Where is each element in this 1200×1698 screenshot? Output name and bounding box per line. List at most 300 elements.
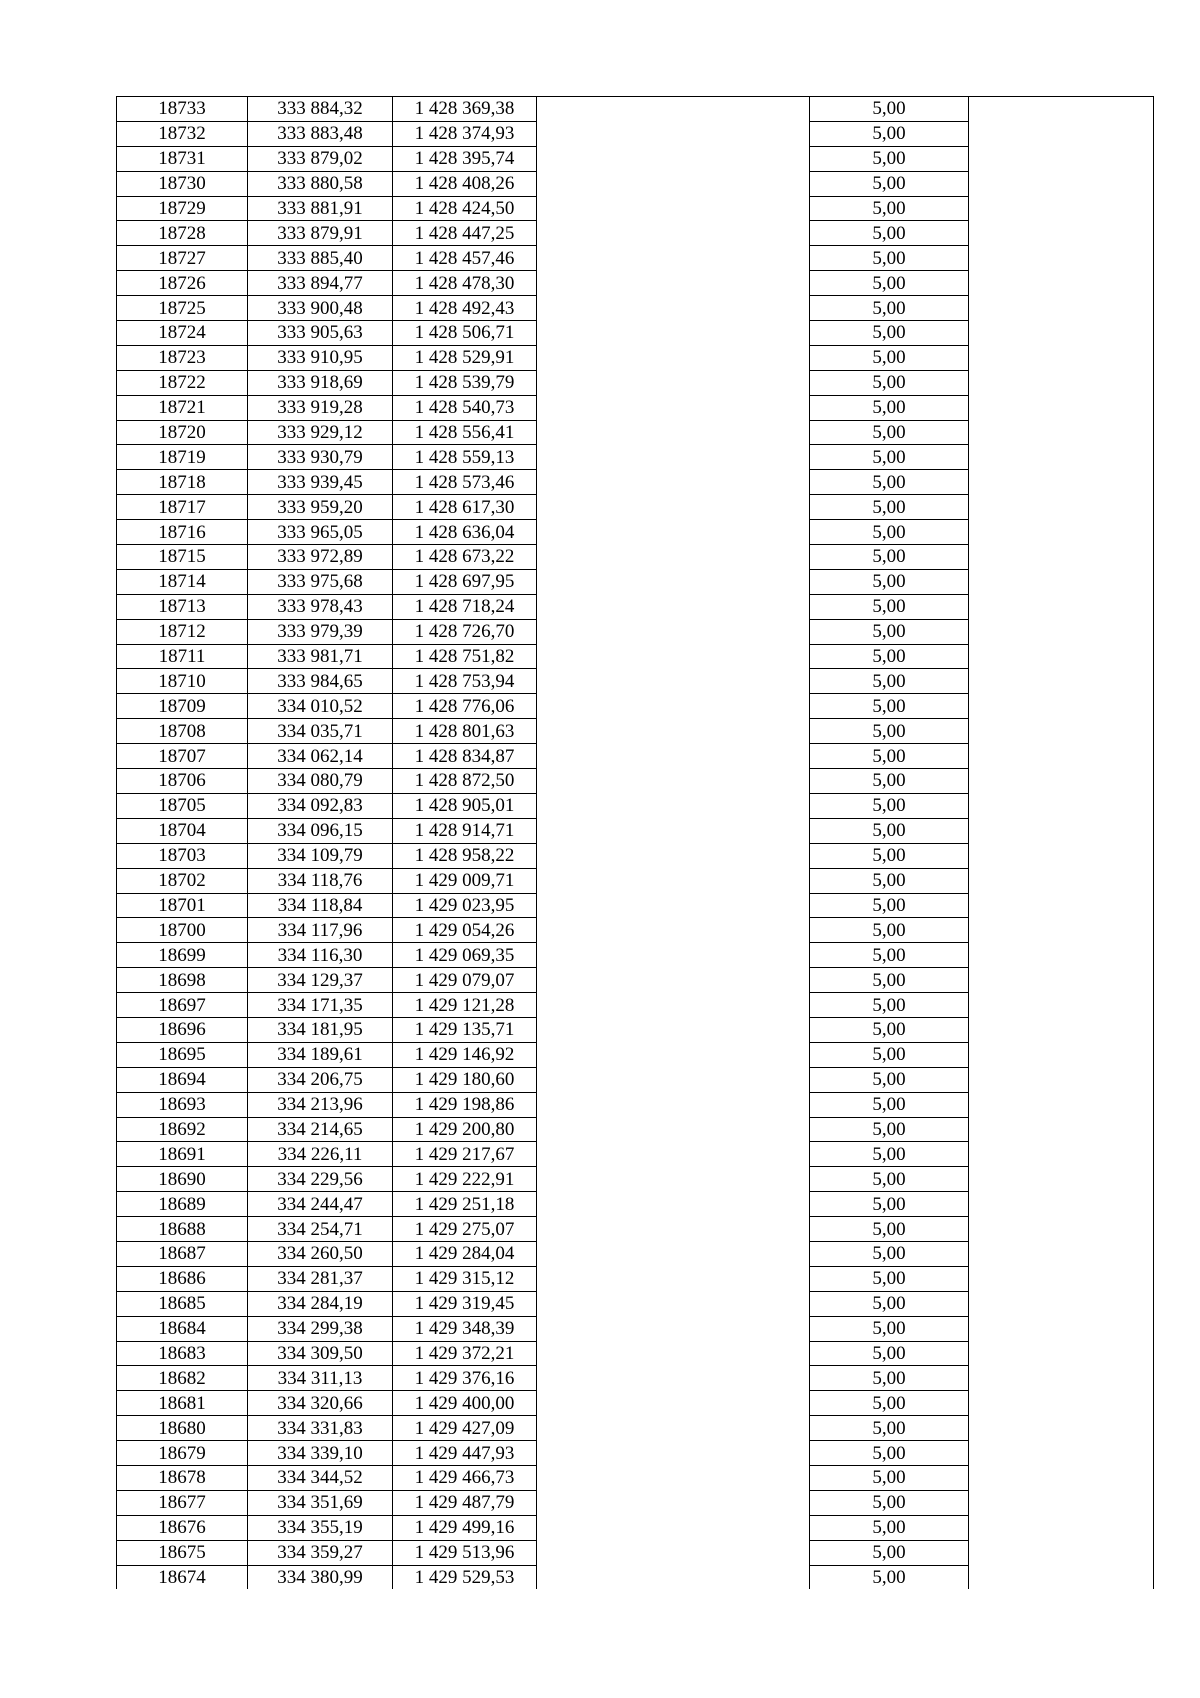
table-row (117, 395, 1154, 420)
empty-cell (969, 1192, 1154, 1217)
x-coordinate-cell: 334 096,15 (248, 818, 393, 843)
x-coordinate-cell: 333 965,05 (248, 520, 393, 545)
y-coordinate-cell: 1 428 776,06 (393, 694, 537, 719)
x-coordinate-cell: 334 244,47 (248, 1192, 393, 1217)
point-number-cell: 18711 (117, 644, 248, 669)
value-cell: 5,00 (810, 1042, 969, 1067)
empty-cell (969, 321, 1154, 346)
value-cell: 5,00 (810, 1565, 969, 1589)
empty-cell (537, 420, 810, 445)
y-coordinate-cell: 1 429 513,96 (393, 1540, 537, 1565)
x-coordinate-cell: 334 129,37 (248, 968, 393, 993)
y-coordinate-cell: 1 429 348,39 (393, 1316, 537, 1341)
table-row (117, 943, 1154, 968)
value-cell: 5,00 (810, 619, 969, 644)
empty-cell (537, 793, 810, 818)
x-coordinate-cell: 334 062,14 (248, 744, 393, 769)
empty-cell (537, 1017, 810, 1042)
table-row (117, 246, 1154, 271)
y-coordinate-cell: 1 429 069,35 (393, 943, 537, 968)
y-coordinate-cell: 1 428 573,46 (393, 470, 537, 495)
point-number-cell: 18689 (117, 1192, 248, 1217)
empty-cell (537, 1167, 810, 1192)
empty-cell (969, 395, 1154, 420)
x-coordinate-cell: 334 254,71 (248, 1217, 393, 1242)
table-row (117, 619, 1154, 644)
empty-cell (969, 594, 1154, 619)
y-coordinate-cell: 1 429 180,60 (393, 1067, 537, 1092)
empty-cell (969, 644, 1154, 669)
table-row (117, 1465, 1154, 1490)
value-cell: 5,00 (810, 893, 969, 918)
y-coordinate-cell: 1 428 492,43 (393, 296, 537, 321)
value-cell: 5,00 (810, 345, 969, 370)
empty-cell (537, 1565, 810, 1589)
point-number-cell: 18683 (117, 1341, 248, 1366)
empty-cell (537, 1291, 810, 1316)
table-row (117, 1241, 1154, 1266)
y-coordinate-cell: 1 428 872,50 (393, 769, 537, 794)
table-row (117, 769, 1154, 794)
empty-cell (969, 1416, 1154, 1441)
x-coordinate-cell: 333 879,91 (248, 221, 393, 246)
x-coordinate-cell: 333 984,65 (248, 669, 393, 694)
x-coordinate-cell: 333 894,77 (248, 271, 393, 296)
point-number-cell: 18715 (117, 545, 248, 570)
y-coordinate-cell: 1 428 529,91 (393, 345, 537, 370)
value-cell: 5,00 (810, 221, 969, 246)
empty-cell (537, 893, 810, 918)
point-number-cell: 18691 (117, 1142, 248, 1167)
empty-cell (537, 968, 810, 993)
y-coordinate-cell: 1 428 540,73 (393, 395, 537, 420)
empty-cell (537, 1266, 810, 1291)
table-row (117, 321, 1154, 346)
empty-cell (969, 918, 1154, 943)
value-cell: 5,00 (810, 868, 969, 893)
x-coordinate-cell: 333 900,48 (248, 296, 393, 321)
empty-cell (969, 1042, 1154, 1067)
empty-cell (969, 818, 1154, 843)
value-cell: 5,00 (810, 121, 969, 146)
y-coordinate-cell: 1 428 457,46 (393, 246, 537, 271)
value-cell: 5,00 (810, 1092, 969, 1117)
value-cell: 5,00 (810, 918, 969, 943)
empty-cell (537, 296, 810, 321)
x-coordinate-cell: 334 351,69 (248, 1490, 393, 1515)
value-cell: 5,00 (810, 1540, 969, 1565)
x-coordinate-cell: 333 910,95 (248, 345, 393, 370)
value-cell: 5,00 (810, 1241, 969, 1266)
x-coordinate-cell: 334 281,37 (248, 1266, 393, 1291)
point-number-cell: 18706 (117, 769, 248, 794)
table-row (117, 470, 1154, 495)
y-coordinate-cell: 1 428 395,74 (393, 146, 537, 171)
value-cell: 5,00 (810, 1291, 969, 1316)
point-number-cell: 18730 (117, 171, 248, 196)
value-cell: 5,00 (810, 545, 969, 570)
point-number-cell: 18722 (117, 370, 248, 395)
y-coordinate-cell: 1 429 427,09 (393, 1416, 537, 1441)
point-number-cell: 18733 (117, 97, 248, 122)
x-coordinate-cell: 334 189,61 (248, 1042, 393, 1067)
empty-cell (969, 769, 1154, 794)
empty-cell (969, 420, 1154, 445)
empty-cell (537, 868, 810, 893)
value-cell: 5,00 (810, 1067, 969, 1092)
x-coordinate-cell: 334 118,84 (248, 893, 393, 918)
empty-cell (969, 1515, 1154, 1540)
y-coordinate-cell: 1 428 834,87 (393, 744, 537, 769)
value-cell: 5,00 (810, 1490, 969, 1515)
empty-cell (537, 395, 810, 420)
x-coordinate-cell: 334 380,99 (248, 1565, 393, 1589)
y-coordinate-cell: 1 428 559,13 (393, 445, 537, 470)
empty-cell (969, 1241, 1154, 1266)
x-coordinate-cell: 333 981,71 (248, 644, 393, 669)
empty-cell (969, 345, 1154, 370)
value-cell: 5,00 (810, 793, 969, 818)
y-coordinate-cell: 1 429 499,16 (393, 1515, 537, 1540)
empty-cell (537, 1490, 810, 1515)
y-coordinate-cell: 1 429 487,79 (393, 1490, 537, 1515)
table-row (117, 1142, 1154, 1167)
point-number-cell: 18692 (117, 1117, 248, 1142)
x-coordinate-cell: 334 299,38 (248, 1316, 393, 1341)
empty-cell (537, 918, 810, 943)
table-row (117, 370, 1154, 395)
point-number-cell: 18709 (117, 694, 248, 719)
empty-cell (537, 495, 810, 520)
point-number-cell: 18679 (117, 1441, 248, 1466)
x-coordinate-cell: 333 883,48 (248, 121, 393, 146)
empty-cell (537, 97, 810, 122)
empty-cell (537, 545, 810, 570)
table-row (117, 744, 1154, 769)
value-cell: 5,00 (810, 1366, 969, 1391)
empty-cell (969, 719, 1154, 744)
empty-cell (969, 495, 1154, 520)
y-coordinate-cell: 1 428 801,63 (393, 719, 537, 744)
empty-cell (969, 296, 1154, 321)
y-coordinate-cell: 1 428 753,94 (393, 669, 537, 694)
y-coordinate-cell: 1 428 751,82 (393, 644, 537, 669)
y-coordinate-cell: 1 428 447,25 (393, 221, 537, 246)
point-number-cell: 18724 (117, 321, 248, 346)
point-number-cell: 18718 (117, 470, 248, 495)
x-coordinate-cell: 333 919,28 (248, 395, 393, 420)
empty-cell (537, 1465, 810, 1490)
empty-cell (969, 1291, 1154, 1316)
point-number-cell: 18732 (117, 121, 248, 146)
table-row (117, 196, 1154, 221)
empty-cell (537, 520, 810, 545)
table-row (117, 644, 1154, 669)
y-coordinate-cell: 1 429 023,95 (393, 893, 537, 918)
x-coordinate-cell: 334 284,19 (248, 1291, 393, 1316)
empty-cell (969, 694, 1154, 719)
value-cell: 5,00 (810, 445, 969, 470)
y-coordinate-cell: 1 429 222,91 (393, 1167, 537, 1192)
value-cell: 5,00 (810, 1391, 969, 1416)
x-coordinate-cell: 334 260,50 (248, 1241, 393, 1266)
empty-cell (969, 1017, 1154, 1042)
value-cell: 5,00 (810, 520, 969, 545)
value-cell: 5,00 (810, 97, 969, 122)
value-cell: 5,00 (810, 644, 969, 669)
coordinates-table-body (117, 97, 1154, 1590)
point-number-cell: 18697 (117, 993, 248, 1018)
empty-cell (537, 1391, 810, 1416)
y-coordinate-cell: 1 429 315,12 (393, 1266, 537, 1291)
y-coordinate-cell: 1 428 408,26 (393, 171, 537, 196)
y-coordinate-cell: 1 428 617,30 (393, 495, 537, 520)
empty-cell (969, 1341, 1154, 1366)
point-number-cell: 18688 (117, 1217, 248, 1242)
empty-cell (969, 843, 1154, 868)
empty-cell (537, 1416, 810, 1441)
table-row (117, 1441, 1154, 1466)
value-cell: 5,00 (810, 1465, 969, 1490)
point-number-cell: 18712 (117, 619, 248, 644)
x-coordinate-cell: 333 905,63 (248, 321, 393, 346)
table-row (117, 1291, 1154, 1316)
empty-cell (969, 370, 1154, 395)
table-row (117, 296, 1154, 321)
point-number-cell: 18721 (117, 395, 248, 420)
value-cell: 5,00 (810, 1515, 969, 1540)
empty-cell (969, 1266, 1154, 1291)
y-coordinate-cell: 1 428 636,04 (393, 520, 537, 545)
table-row (117, 221, 1154, 246)
x-coordinate-cell: 334 229,56 (248, 1167, 393, 1192)
table-row (117, 1391, 1154, 1416)
empty-cell (537, 744, 810, 769)
y-coordinate-cell: 1 428 726,70 (393, 619, 537, 644)
table-row (117, 1316, 1154, 1341)
table-row (117, 968, 1154, 993)
value-cell: 5,00 (810, 146, 969, 171)
table-row (117, 1341, 1154, 1366)
empty-cell (537, 719, 810, 744)
y-coordinate-cell: 1 429 372,21 (393, 1341, 537, 1366)
empty-cell (537, 1067, 810, 1092)
y-coordinate-cell: 1 429 529,53 (393, 1565, 537, 1589)
table-row (117, 1515, 1154, 1540)
point-number-cell: 18729 (117, 196, 248, 221)
point-number-cell: 18710 (117, 669, 248, 694)
empty-cell (969, 1092, 1154, 1117)
table-row (117, 893, 1154, 918)
value-cell: 5,00 (810, 370, 969, 395)
table-row (117, 271, 1154, 296)
table-row (117, 793, 1154, 818)
point-number-cell: 18675 (117, 1540, 248, 1565)
table-row (117, 1117, 1154, 1142)
empty-cell (969, 943, 1154, 968)
table-row (117, 694, 1154, 719)
value-cell: 5,00 (810, 843, 969, 868)
empty-cell (969, 146, 1154, 171)
value-cell: 5,00 (810, 1316, 969, 1341)
x-coordinate-cell: 334 080,79 (248, 769, 393, 794)
value-cell: 5,00 (810, 694, 969, 719)
y-coordinate-cell: 1 429 319,45 (393, 1291, 537, 1316)
point-number-cell: 18703 (117, 843, 248, 868)
table-row (117, 97, 1154, 122)
value-cell: 5,00 (810, 246, 969, 271)
empty-cell (969, 1391, 1154, 1416)
table-row (117, 1042, 1154, 1067)
table-row (117, 868, 1154, 893)
x-coordinate-cell: 333 979,39 (248, 619, 393, 644)
empty-cell (537, 1042, 810, 1067)
y-coordinate-cell: 1 428 556,41 (393, 420, 537, 445)
empty-cell (537, 221, 810, 246)
point-number-cell: 18695 (117, 1042, 248, 1067)
y-coordinate-cell: 1 428 914,71 (393, 818, 537, 843)
x-coordinate-cell: 334 339,10 (248, 1441, 393, 1466)
empty-cell (537, 321, 810, 346)
table-row (117, 495, 1154, 520)
value-cell: 5,00 (810, 196, 969, 221)
table-row (117, 993, 1154, 1018)
empty-cell (537, 196, 810, 221)
y-coordinate-cell: 1 428 905,01 (393, 793, 537, 818)
empty-cell (537, 1217, 810, 1242)
value-cell: 5,00 (810, 1341, 969, 1366)
value-cell: 5,00 (810, 943, 969, 968)
empty-cell (969, 221, 1154, 246)
empty-cell (537, 1540, 810, 1565)
value-cell: 5,00 (810, 769, 969, 794)
point-number-cell: 18680 (117, 1416, 248, 1441)
empty-cell (537, 271, 810, 296)
empty-cell (537, 818, 810, 843)
x-coordinate-cell: 333 930,79 (248, 445, 393, 470)
x-coordinate-cell: 334 117,96 (248, 918, 393, 943)
empty-cell (969, 246, 1154, 271)
y-coordinate-cell: 1 428 539,79 (393, 370, 537, 395)
x-coordinate-cell: 333 881,91 (248, 196, 393, 221)
point-number-cell: 18723 (117, 345, 248, 370)
empty-cell (969, 968, 1154, 993)
empty-cell (969, 569, 1154, 594)
x-coordinate-cell: 334 118,76 (248, 868, 393, 893)
empty-cell (537, 694, 810, 719)
x-coordinate-cell: 334 311,13 (248, 1366, 393, 1391)
y-coordinate-cell: 1 429 198,86 (393, 1092, 537, 1117)
table-row (117, 420, 1154, 445)
table-row (117, 669, 1154, 694)
y-coordinate-cell: 1 429 251,18 (393, 1192, 537, 1217)
point-number-cell: 18684 (117, 1316, 248, 1341)
y-coordinate-cell: 1 428 506,71 (393, 321, 537, 346)
value-cell: 5,00 (810, 569, 969, 594)
x-coordinate-cell: 334 214,65 (248, 1117, 393, 1142)
table-row (117, 545, 1154, 570)
y-coordinate-cell: 1 429 054,26 (393, 918, 537, 943)
empty-cell (537, 843, 810, 868)
empty-cell (537, 470, 810, 495)
empty-cell (969, 121, 1154, 146)
table-row (117, 1017, 1154, 1042)
point-number-cell: 18677 (117, 1490, 248, 1515)
table-row (117, 1217, 1154, 1242)
empty-cell (969, 1540, 1154, 1565)
x-coordinate-cell: 334 213,96 (248, 1092, 393, 1117)
point-number-cell: 18716 (117, 520, 248, 545)
x-coordinate-cell: 334 109,79 (248, 843, 393, 868)
table-row (117, 520, 1154, 545)
x-coordinate-cell: 334 309,50 (248, 1341, 393, 1366)
value-cell: 5,00 (810, 495, 969, 520)
x-coordinate-cell: 334 092,83 (248, 793, 393, 818)
empty-cell (969, 171, 1154, 196)
point-number-cell: 18719 (117, 445, 248, 470)
empty-cell (537, 1441, 810, 1466)
value-cell: 5,00 (810, 1142, 969, 1167)
empty-cell (969, 520, 1154, 545)
table-row (117, 1266, 1154, 1291)
table-row (117, 1192, 1154, 1217)
empty-cell (537, 1142, 810, 1167)
value-cell: 5,00 (810, 594, 969, 619)
empty-cell (537, 669, 810, 694)
value-cell: 5,00 (810, 1266, 969, 1291)
empty-cell (537, 1192, 810, 1217)
empty-cell (537, 1341, 810, 1366)
table-row (117, 1416, 1154, 1441)
x-coordinate-cell: 334 359,27 (248, 1540, 393, 1565)
x-coordinate-cell: 334 331,83 (248, 1416, 393, 1441)
empty-cell (537, 1241, 810, 1266)
table-row (117, 1565, 1154, 1589)
value-cell: 5,00 (810, 993, 969, 1018)
x-coordinate-cell: 334 181,95 (248, 1017, 393, 1042)
empty-cell (969, 744, 1154, 769)
point-number-cell: 18717 (117, 495, 248, 520)
empty-cell (537, 171, 810, 196)
value-cell: 5,00 (810, 719, 969, 744)
x-coordinate-cell: 333 939,45 (248, 470, 393, 495)
empty-cell (537, 121, 810, 146)
table-row (117, 719, 1154, 744)
value-cell: 5,00 (810, 395, 969, 420)
empty-cell (969, 545, 1154, 570)
empty-cell (969, 993, 1154, 1018)
point-number-cell: 18731 (117, 146, 248, 171)
point-number-cell: 18678 (117, 1465, 248, 1490)
empty-cell (537, 246, 810, 271)
y-coordinate-cell: 1 428 718,24 (393, 594, 537, 619)
point-number-cell: 18713 (117, 594, 248, 619)
empty-cell (969, 1217, 1154, 1242)
empty-cell (969, 1366, 1154, 1391)
empty-cell (537, 644, 810, 669)
empty-cell (537, 1316, 810, 1341)
y-coordinate-cell: 1 429 079,07 (393, 968, 537, 993)
table-row (117, 843, 1154, 868)
x-coordinate-cell: 333 918,69 (248, 370, 393, 395)
y-coordinate-cell: 1 429 009,71 (393, 868, 537, 893)
value-cell: 5,00 (810, 1167, 969, 1192)
x-coordinate-cell: 334 206,75 (248, 1067, 393, 1092)
value-cell: 5,00 (810, 420, 969, 445)
value-cell: 5,00 (810, 171, 969, 196)
empty-cell (969, 1167, 1154, 1192)
y-coordinate-cell: 1 429 400,00 (393, 1391, 537, 1416)
